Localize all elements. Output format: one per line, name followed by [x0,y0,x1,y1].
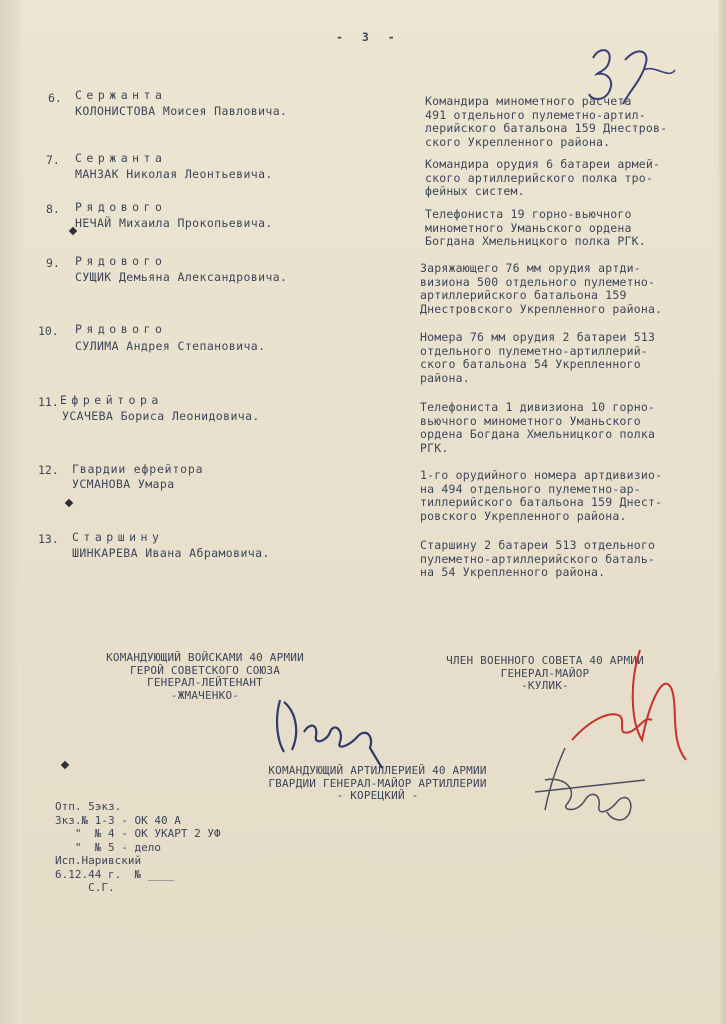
entry-number: 6. [48,91,62,105]
page-right-edge [718,0,726,1024]
entry-number: 9. [46,256,60,270]
entry-description: Командира орудия 6 батареи армей- ского артиллерийского полка тро- фейных систем. [425,157,661,199]
council-member-signature-block: ЧЛЕН ВОЕННОГО СОВЕТА 40 АРМИИ ГЕНЕРАЛ-МАЙОР -КУЛИК- [446,654,644,692]
margin-mark [65,499,73,507]
entry-description: Телефониста 1 дивизиона 10 горно- вьючного минометного Уманьского ордена Богдана Хмельницкого полка РГК. [420,400,656,455]
entry-number: 8. [46,202,60,216]
artillery-commander-signature-block: КОМАНДУЮЩИЙ АРТИЛЛЕРИЕЙ 40 АРМИИ ГВАРДИИ ГЕНЕРАЛ-МАЙОР АРТИЛЛЕРИИ - КОРЕЦКИЙ - [268,764,487,802]
entry-name: КОЛОНИСТОВА Моисея Павловича. [75,104,288,118]
koretsky-signature [525,740,655,830]
entry-number: 10. [38,324,59,338]
entry-number: 11. [38,395,59,409]
entry-rank: Сержанта [75,88,167,102]
entry-description: Номера 76 мм орудия 2 батареи 513 отдельного пулеметно-артиллерий- ского батальона 54 Укрепленного района. [420,330,656,385]
page-number: - 3 - [336,30,401,44]
page-left-edge [0,0,22,1024]
entry-description: Телефониста 19 горно-вьючного минометного Уманьского ордена Богдана Хмельницкого полка РГК. [425,207,646,249]
entry-name: УСАЧЕВА Бориса Леонидовича. [62,409,260,423]
entry-rank: Сержанта [75,151,167,165]
entry-name: СУЛИМА Андрея Степановича. [75,339,266,353]
entry-rank: Ефрейтора [60,393,163,407]
entry-description: 1-го орудийного номера артдивизио- на 494 отдельного пулеметно-ар- тиллерийского батальона 159 Днест- ровского Укрепленного района. [420,468,663,523]
entry-description: Старшину 2 батареи 513 отдельного пулеметно-артиллерийского баталь- на 54 Укрепленного района. [420,538,656,580]
entry-description: Заряжающего 76 мм орудия артди- визиона 500 отдельного пулеметно- артиллерийского батальона 159 Днестровского Укрепленного района. [420,261,663,316]
distribution-list: Отп. 5экз. 3кз.№ 1-3 - ОК 40 А " № 4 - ОК УКАРТ 2 УФ " № 5 - дело Исп.Наривский 6.12.44 г. № ____ С.Г. [55,800,221,894]
entry-name: СУЩИК Демьяна Александровича. [75,270,288,284]
commander-signature-block: КОМАНДУЮЩИЙ ВОЙСКАМИ 40 АРМИИ ГЕРОЙ СОВЕТСКОГО СОЮЗА ГЕНЕРАЛ-ЛЕЙТЕНАНТ -ЖМАЧЕНКО- [106,651,304,702]
entry-number: 12. [38,463,59,477]
entry-rank: Рядового [75,322,167,336]
entry-number: 13. [38,532,59,546]
entry-name: НЕЧАЙ Михаила Прокопьевича. [75,216,273,230]
entry-rank: Старшину [72,530,164,544]
entry-rank: Рядового [75,254,167,268]
entry-rank: Рядового [75,200,167,214]
zhmachenko-signature [270,692,400,772]
entry-name: МАНЗАК Николая Леонтьевича. [75,167,273,181]
entry-number: 7. [46,153,60,167]
entry-name: ШИНКАРЕВА Ивана Абрамовича. [72,546,270,560]
entry-description: Командира минометного расчета 491 отдельного пулеметно-артил- лерийского батальона 159 Днестров- ского Укрепленного района. [425,94,668,149]
margin-mark [61,761,69,769]
entry-rank: Гвардии ефрейтора [72,462,204,476]
entry-name: УСМАНОВА Умара [72,477,175,491]
